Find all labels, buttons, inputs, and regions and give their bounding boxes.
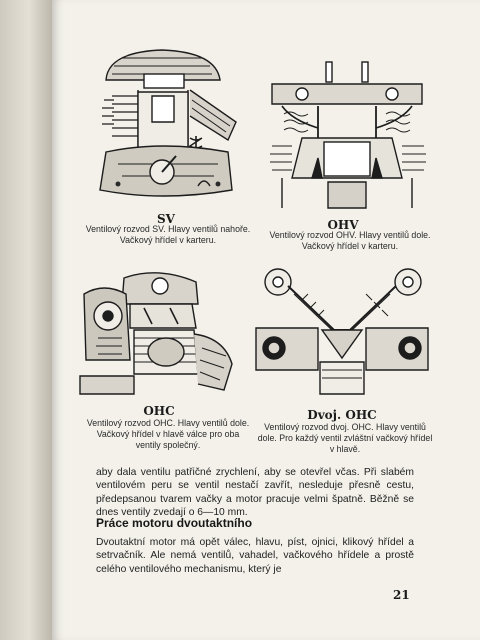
body-paragraph-two-stroke: Dvoutaktní motor má opět válec, hlavu, píst, ojnici, klikový hřídel a setrvačník. Ale nemá ventilů, vahadel, vačkového hřídele a prostě celého ventilového mechanismu, který je (96, 537, 414, 575)
section-heading-two-stroke: Práce motoru dvoutaktního (96, 516, 253, 530)
figure-label-sv: SV (157, 212, 175, 226)
figure-label-ohv: OHV (327, 218, 359, 232)
book-spine-shadow (0, 0, 52, 640)
figure-ohv-engine-illustration (262, 58, 434, 210)
figure-label-dual-ohc: Dvoj. OHC (307, 408, 377, 422)
figure-caption-ohv: Ventilový rozvod OHV. Hlavy ventilů dole. Vačkový hřídel v karteru. (269, 230, 431, 251)
figure-caption-sv: Ventilový rozvod SV. Hlavy ventilů nahoře. Vačkový hřídel v karteru. (85, 224, 251, 245)
body-paragraph-valve-spring: aby dala ventilu patřičné zrychlení, aby se otevřel včas. Při slabém ventilovém peru se ventil nestačí zavřít, nesleduje přesně cestu, předepsanou tvarem vačky a motor pracuje velmi špatně. Běžně se dnes ventily zvedají o 6—10 mm. (96, 467, 414, 518)
figure-caption-dual-ohc: Ventilový rozvod dvoj. OHC. Hlavy ventilů dole. Pro každý ventil zvláštní vačkový hřídel v hlavě. (257, 422, 433, 454)
figure-caption-ohc: Ventilový rozvod OHC. Hlavy ventilů dole. Vačkový hřídel v hlavě válce pro oba ventily společný. (86, 418, 250, 450)
figure-label-ohc: OHC (143, 404, 175, 418)
figure-ohc-engine-illustration (74, 264, 246, 400)
page-number: 21 (393, 588, 410, 602)
figure-sv-engine-illustration (78, 44, 246, 206)
figure-dual-ohc-engine-illustration (248, 266, 436, 398)
